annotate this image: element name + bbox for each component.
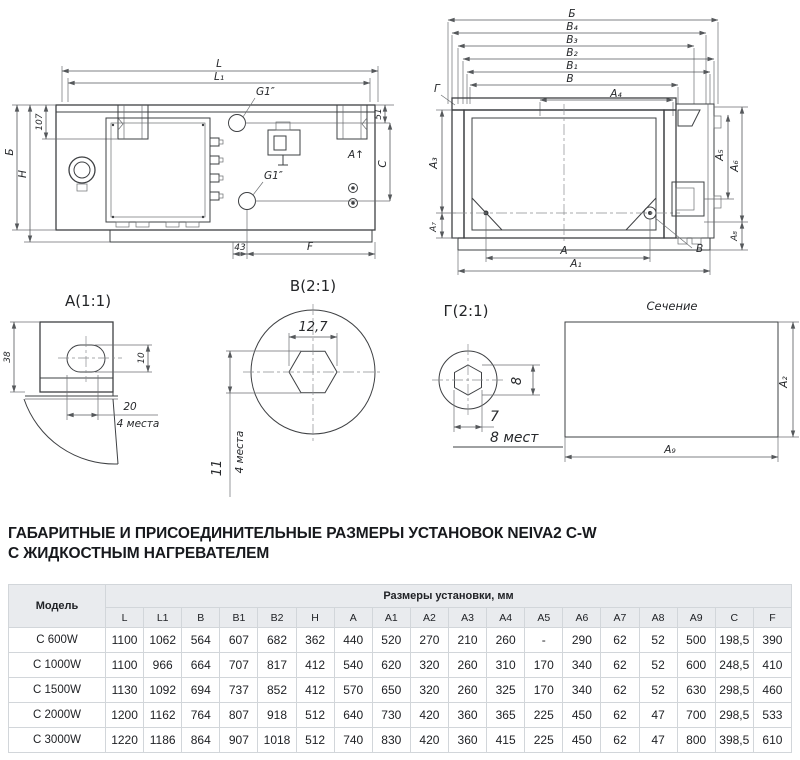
table-cell: - <box>525 628 563 653</box>
column-header: C <box>715 608 753 628</box>
dim-107: 107 <box>35 113 45 131</box>
dim-B-main: B <box>566 73 574 85</box>
dim-A1: A₁ <box>570 258 582 270</box>
table-cell: 907 <box>220 728 258 753</box>
dim-10: 10 <box>137 352 147 364</box>
table-cell: 1100 <box>106 653 144 678</box>
dim-A-arrow: A↑ <box>348 149 364 161</box>
table-cell: 412 <box>296 653 334 678</box>
table-cell: 640 <box>334 703 372 728</box>
column-header: A6 <box>563 608 601 628</box>
dim-7: 7 <box>490 409 499 425</box>
table-cell: 630 <box>677 678 715 703</box>
table-cell: 512 <box>296 728 334 753</box>
table-cell: 737 <box>220 678 258 703</box>
table-group-header-row <box>9 585 792 608</box>
table-cell: 694 <box>182 678 220 703</box>
dim-B3: B₃ <box>566 34 578 46</box>
table-cell: 460 <box>753 678 791 703</box>
detail-a-view <box>3 292 159 464</box>
table-cell: 360 <box>448 703 486 728</box>
table-cell: 420 <box>410 703 448 728</box>
dim-B-rot: Б <box>4 148 16 156</box>
column-header: A4 <box>487 608 525 628</box>
column-header: A5 <box>525 608 563 628</box>
table-cell: 52 <box>639 678 677 703</box>
detail-g-title: Г(2:1) <box>443 302 489 320</box>
dim-G1-bottom: G1″ <box>264 170 283 182</box>
table-cell: 225 <box>525 728 563 753</box>
table-cell: 260 <box>448 653 486 678</box>
table-cell: 512 <box>296 703 334 728</box>
table-cell: 365 <box>487 703 525 728</box>
table-cell: 320 <box>410 678 448 703</box>
column-header: B <box>182 608 220 628</box>
dim-A5: A₅ <box>714 149 726 161</box>
table-cell: 412 <box>296 678 334 703</box>
table-cell: 520 <box>372 628 410 653</box>
dim-L: L <box>216 58 222 70</box>
table-cell: 52 <box>639 628 677 653</box>
section-view <box>565 299 799 462</box>
table-cell: 340 <box>563 678 601 703</box>
column-header: A3 <box>448 608 486 628</box>
detail-g-places: 8 мест <box>490 430 539 446</box>
table-cell: 325 <box>487 678 525 703</box>
page-title <box>8 524 597 565</box>
side-view <box>4 58 394 259</box>
table-body <box>9 628 792 753</box>
model-column-header: Модель <box>9 585 106 628</box>
table-cell: 248,5 <box>715 653 753 678</box>
dim-51: 51 <box>374 108 384 120</box>
page-title-line2: С ЖИДКОСТНЫМ НАГРЕВАТЕЛЕМ <box>8 545 270 563</box>
table-cell: 664 <box>182 653 220 678</box>
table-cell: 918 <box>258 703 296 728</box>
table-cell: 47 <box>639 728 677 753</box>
table-cell: 817 <box>258 653 296 678</box>
table-cell: 800 <box>677 728 715 753</box>
table-cell: 210 <box>448 628 486 653</box>
table-row <box>9 728 792 753</box>
table-cell: 1162 <box>144 703 182 728</box>
section-title: Сечение <box>646 299 698 313</box>
table-cell: 807 <box>220 703 258 728</box>
table-row <box>9 628 792 653</box>
table-cell: 1186 <box>144 728 182 753</box>
dim-A: A <box>560 245 568 257</box>
dimensions-table <box>8 584 792 753</box>
table-cell: 830 <box>372 728 410 753</box>
table-cell: 225 <box>525 703 563 728</box>
dim-A3: A₃ <box>428 157 440 169</box>
table-cell: 533 <box>753 703 791 728</box>
table-cell: 170 <box>525 678 563 703</box>
table-cell: 298,5 <box>715 703 753 728</box>
table-cell: 864 <box>182 728 220 753</box>
dim-B4: B₄ <box>566 21 578 33</box>
column-header: B2 <box>258 608 296 628</box>
table-cell: 260 <box>448 678 486 703</box>
table-cell: 450 <box>563 703 601 728</box>
table-cell: 966 <box>144 653 182 678</box>
model-cell: С 1500W <box>9 678 106 703</box>
table-row <box>9 653 792 678</box>
column-header: A9 <box>677 608 715 628</box>
table-cell: 1100 <box>106 628 144 653</box>
detail-g-marker: Г <box>434 83 440 95</box>
column-header: H <box>296 608 334 628</box>
model-cell: С 3000W <box>9 728 106 753</box>
dim-A2: A₂ <box>778 376 790 388</box>
dimensions-group-header: Размеры установки, мм <box>106 585 792 608</box>
dim-H: H <box>17 170 29 178</box>
table-cell: 650 <box>372 678 410 703</box>
dim-38: 38 <box>3 351 13 363</box>
table-cell: 362 <box>296 628 334 653</box>
dim-11: 11 <box>210 459 225 477</box>
column-header: A8 <box>639 608 677 628</box>
table-cell: 1018 <box>258 728 296 753</box>
dim-A8: A₈ <box>730 231 740 241</box>
table-cell: 62 <box>601 728 639 753</box>
table-cell: 600 <box>677 653 715 678</box>
detail-a-title: А(1:1) <box>64 292 112 310</box>
dim-20: 20 <box>123 401 137 413</box>
dim-12-7: 12,7 <box>298 320 328 335</box>
dim-A7: A₇ <box>429 222 439 232</box>
model-cell: С 2000W <box>9 703 106 728</box>
table-cell: 682 <box>258 628 296 653</box>
table-cell: 310 <box>487 653 525 678</box>
table-cell: 440 <box>334 628 372 653</box>
dim-A4: A₄ <box>610 88 622 100</box>
dim-L1: L₁ <box>213 71 225 83</box>
table-cell: 500 <box>677 628 715 653</box>
table-cell: 740 <box>334 728 372 753</box>
detail-g-view <box>432 302 563 447</box>
dim-B1: B₁ <box>566 60 578 72</box>
table-cell: 62 <box>601 628 639 653</box>
table-cell: 62 <box>601 703 639 728</box>
table-row <box>9 678 792 703</box>
table-subheader-row <box>9 608 792 628</box>
table-cell: 47 <box>639 703 677 728</box>
table-cell: 764 <box>182 703 220 728</box>
table-cell: 298,5 <box>715 678 753 703</box>
table-cell: 620 <box>372 653 410 678</box>
table-cell: 707 <box>220 653 258 678</box>
model-cell: С 1000W <box>9 653 106 678</box>
dim-A6: A₆ <box>729 160 741 172</box>
table-cell: 1200 <box>106 703 144 728</box>
table-cell: 340 <box>563 653 601 678</box>
table-cell: 320 <box>410 653 448 678</box>
table-cell: 415 <box>487 728 525 753</box>
dim-F: F <box>306 241 314 253</box>
dim-G1-top: G1″ <box>256 86 275 98</box>
detail-b-view <box>210 277 383 497</box>
table-cell: 1130 <box>106 678 144 703</box>
table-cell: 1062 <box>144 628 182 653</box>
table-cell: 360 <box>448 728 486 753</box>
table-cell: 410 <box>753 653 791 678</box>
detail-b-title: В(2:1) <box>289 277 337 295</box>
dim-43: 43 <box>234 243 246 253</box>
column-header: L1 <box>144 608 182 628</box>
table-cell: 610 <box>753 728 791 753</box>
table-cell: 198,5 <box>715 628 753 653</box>
table-row <box>9 703 792 728</box>
column-header: B1 <box>220 608 258 628</box>
dim-A9: A₉ <box>664 444 676 456</box>
table-cell: 62 <box>601 678 639 703</box>
page-title-line1: ГАБАРИТНЫЕ И ПРИСОЕДИНИТЕЛЬНЫЕ РАЗМЕРЫ УСТАНОВОК NEIVA2 C-W <box>8 525 597 542</box>
dim-C: C <box>377 160 389 168</box>
detail-b-marker: B <box>696 243 704 255</box>
model-cell: С 600W <box>9 628 106 653</box>
table-cell: 1220 <box>106 728 144 753</box>
table-cell: 270 <box>410 628 448 653</box>
table-cell: 62 <box>601 653 639 678</box>
detail-a-places: 4 места <box>116 418 160 430</box>
table-cell: 398,5 <box>715 728 753 753</box>
table-cell: 450 <box>563 728 601 753</box>
table-cell: 390 <box>753 628 791 653</box>
dim-B2: B₂ <box>566 47 578 59</box>
front-view <box>428 8 748 275</box>
table-cell: 607 <box>220 628 258 653</box>
column-header: L <box>106 608 144 628</box>
dim-B-total: Б <box>568 8 576 20</box>
detail-b-places: 4 места <box>234 430 246 474</box>
table-cell: 564 <box>182 628 220 653</box>
table-cell: 420 <box>410 728 448 753</box>
column-header: A7 <box>601 608 639 628</box>
table-cell: 540 <box>334 653 372 678</box>
table-cell: 852 <box>258 678 296 703</box>
column-header: F <box>753 608 791 628</box>
table-cell: 260 <box>487 628 525 653</box>
table-cell: 1092 <box>144 678 182 703</box>
table-cell: 700 <box>677 703 715 728</box>
table-cell: 170 <box>525 653 563 678</box>
table-cell: 730 <box>372 703 410 728</box>
table-cell: 570 <box>334 678 372 703</box>
column-header: A <box>334 608 372 628</box>
table-cell: 52 <box>639 653 677 678</box>
cable-glands <box>210 138 223 200</box>
table-cell: 290 <box>563 628 601 653</box>
column-header: A1 <box>372 608 410 628</box>
column-header: A2 <box>410 608 448 628</box>
dim-8: 8 <box>510 376 525 386</box>
